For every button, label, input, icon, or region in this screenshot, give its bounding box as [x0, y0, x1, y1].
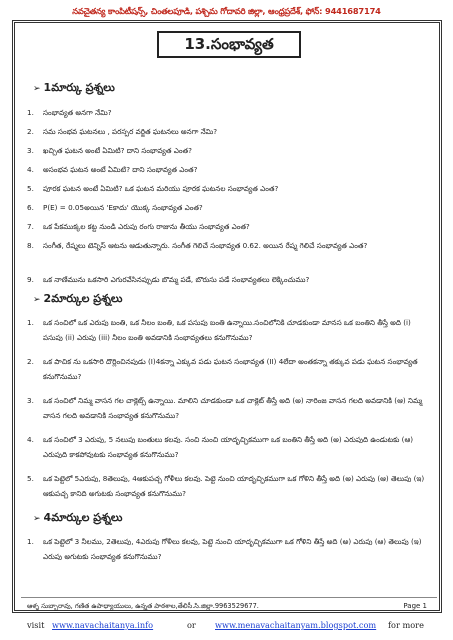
question-item: [27, 432, 432, 462]
link-navachaitanya[interactable]: www.navachaitanya.info: [52, 620, 154, 630]
question-text: ఒక పెట్టెలో 5ఎరుపు, 8తెలుపు, 4ఆకుపచ్చ గోళీలు కలవు. పెట్టె నుంచి యాదృచ్ఛికముగా ఒక గోళిని తీస్తే అది (అ) ఎరుపు (ఆ) తెలుపు (ఇ) ఆకుపచ్చ కానిది అగుటకు సంభావ్యత కనుగొనుము?: [43, 474, 425, 498]
section-heading-label: 4మార్కుల ప్రశ్నలు: [43, 511, 123, 524]
question-text: ఒక సంచిలో 3 ఎరుపు, 5 నలుపు బంతులు కలవు. సంచి నుంచి యాదృచ్ఛికముగా ఒక బంతిని తీస్తే అది (అ) ఎరుపుది ఉండుటకు (ఆ) ఎరుపుది కాకపోవుటకు సంభావ్యత కనుగొనుము?: [43, 435, 414, 459]
section-heading-2marks: [33, 292, 122, 308]
question-number: 4.: [27, 435, 34, 444]
question-number: 6.: [27, 203, 34, 212]
question-item: [27, 105, 432, 120]
question-text: P(E) = 0.05అయిన 'Eకాదు' యొక్క సంభావ్యత ఎంత?: [43, 203, 203, 212]
question-number: 3.: [27, 396, 34, 405]
question-number: 2.: [27, 127, 34, 136]
page-header: నవచైతన్య కాంపిటీషన్స్, చింతలపూడి, పశ్చిమ గోదావరి జిల్లా, ఆంధ్రప్రదేశ్, ఫోన్: 9441687174: [72, 6, 381, 16]
question-item: [27, 238, 432, 253]
question-item: [27, 315, 432, 345]
question-text: ఒక పెట్టెలో 3 నీలము, 2తెలుపు, 4ఎరుపు గోళీలు కలవు, పెట్టె నుంచి యాదృచ్ఛికముగా ఒక గోళిని తీస్తే అది (అ) ఎరుపు (ఆ) తెలుపు (ఇ) ఎరుపు అగుటకు సంభావ్యత కనుగొనుము?: [43, 537, 422, 561]
question-number: 5.: [27, 474, 34, 483]
question-item: [27, 354, 432, 384]
question-text: ఒక సంచిలో నిమ్మ వాసన గల చాక్లెట్స్ ఉన్నాయి. మాలిని చూడకుండా ఒక చాక్లెట్ తీస్తే అది (అ) నారింజ వాసన గలది అవడానికి (ఆ) నిమ్మ వాసన గలది అవడానికి సంభావ్యత కనుగొనుము?: [43, 396, 423, 420]
question-item: [27, 272, 432, 287]
page-number: Page 1: [403, 602, 427, 610]
question-number: 3.: [27, 146, 34, 155]
question-text: ఒక నాణేమును ఒకసారి ఎగురవేసినప్పుడు బొమ్మ పడే, బొరుసు పడే సంభావ్యతలు లెక్కించుము?: [43, 275, 310, 284]
question-text: సంగీత, రేష్మలు టెన్నిస్ ఆటను ఆడుతున్నారు. సంగీత గెలిచే సంభావ్యత 0.62. అయిన రేష్మ గెలిచే సంభావ్యత ఎంత?: [43, 241, 368, 250]
or-label: or: [187, 620, 196, 630]
page-title: 13.సంభావ్యత: [157, 31, 301, 58]
question-item: [27, 393, 432, 423]
question-item: [27, 143, 432, 158]
question-item: [27, 162, 432, 177]
section-heading-1mark: [33, 81, 115, 97]
arrow-bullet-icon: ➢: [33, 84, 41, 94]
question-number: 4.: [27, 165, 34, 174]
question-text: ఒక సంచిలో ఒక ఎరుపు బంతి, ఒక నీలం బంతి, ఒక పసుపు బంతి ఉన్నాయి.సంచిలోనికి చూడకుండా మానస ఒక బంతిని తీస్తే అది (i) పసుపు (ii) ఎరుపు (iii) నీలం బంతి అవడానికి సంభావ్యతలు కనుగొనుము?: [43, 318, 411, 342]
question-number: 7.: [27, 222, 34, 231]
question-number: 1.: [27, 537, 34, 546]
question-number: 9.: [27, 275, 34, 284]
question-item: [27, 471, 432, 501]
question-text: అసంభవ ఘటన అంటే ఏమిటి? దాని సంభావ్యత ఎంత?: [43, 165, 198, 174]
question-number: 2.: [27, 357, 34, 366]
arrow-bullet-icon: ➢: [33, 295, 41, 305]
page-frame: [12, 20, 442, 613]
question-number: 1.: [27, 108, 34, 117]
question-item: [27, 181, 432, 196]
footer-divider: [21, 597, 437, 598]
question-text: ఖచ్చిత ఘటన అంటే ఏమిటి? దాని సంభావ్యత ఎంత?: [43, 146, 192, 155]
question-number: 5.: [27, 184, 34, 193]
question-item: [27, 219, 432, 234]
link-menavachaitanyam[interactable]: www.menavachaitanyam.blogspot.com: [215, 620, 377, 630]
arrow-bullet-icon: ➢: [33, 514, 41, 524]
question-item: [27, 200, 432, 215]
question-text: ఒక పాచిక ను ఒకసారి దొర్లించినపుడు (I)4కన్నా ఎక్కువ పడు ఘటన సంభావ్యత (II) 4లేదా అంతకన్నా తక్కువ పడు ఘటన సంభావ్యత కనుగొనుము?: [43, 357, 418, 381]
question-text: సంభావ్యత అనగా నేమి?: [43, 108, 112, 117]
for-more-label: for more: [388, 620, 424, 630]
footer-author: ఆళ్ళ సుబ్బారావు, గణిత ఉపాధ్యాయులు, ఉన్నత పాఠశాల,తేలిసీ.సి.జిల్లా.9963529677.: [27, 602, 259, 610]
question-number: 1.: [27, 318, 34, 327]
section-heading-label: 1మార్కు ప్రశ్నలు: [43, 81, 115, 94]
question-item: [27, 124, 432, 139]
question-text: ఒక పేకముక్కల కట్ట నుండి ఎరుపు రంగు రాజును తీయు సంభావ్యత ఎంత?: [43, 222, 250, 231]
question-text: సమ సంభవ ఘటనలు , పరస్పర వర్జిత ఘటనలు అనగా నేమి?: [43, 127, 218, 136]
section-heading-4marks: [33, 511, 122, 527]
question-number: 8.: [27, 241, 34, 250]
question-item: [27, 534, 432, 564]
section-heading-label: 2మార్కుల ప్రశ్నలు: [43, 292, 123, 305]
visit-label: visit: [27, 620, 45, 630]
question-text: పూరక ఘటన అంటే ఏమిటి? ఒక ఘటన మరియు పూరక ఘటనల సంభావ్యత ఎంత?: [43, 184, 279, 193]
